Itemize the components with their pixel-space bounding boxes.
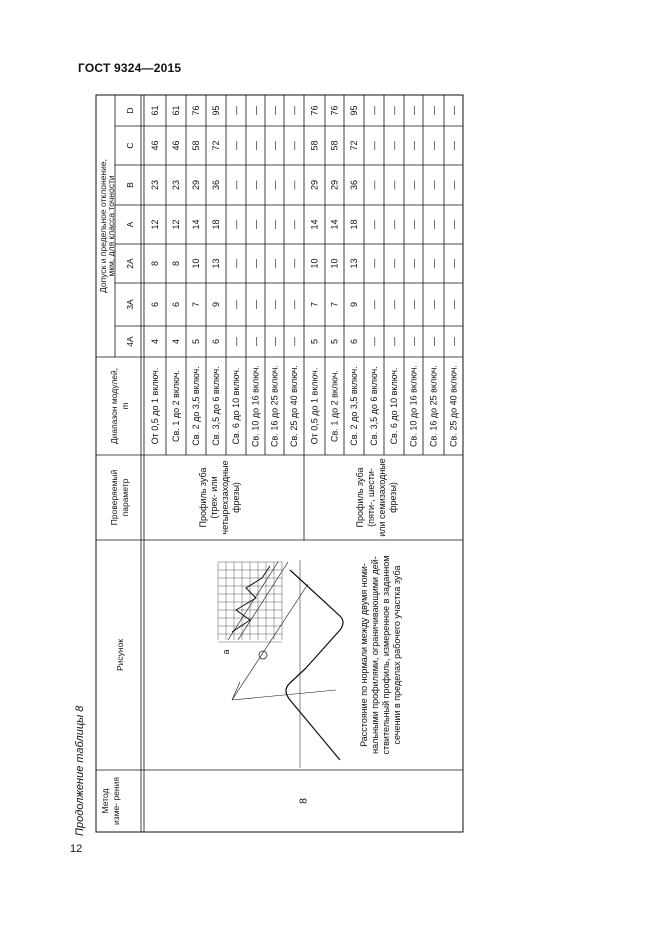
value-cell: 13 — [349, 258, 359, 269]
value-cell: — — [448, 337, 459, 346]
parameter-header: Проверяемый — [109, 469, 119, 526]
value-cell: — — [250, 259, 261, 268]
value-cell: — — [369, 141, 379, 150]
value-cell: 6 — [171, 301, 181, 308]
value-cell: 5 — [191, 338, 201, 345]
value-cell: — — [389, 259, 399, 268]
page-number: 12 — [70, 843, 83, 855]
value-cell: 61 — [150, 105, 160, 116]
parameter-group-1: Профиль зуба — [198, 467, 208, 528]
value-cell: 36 — [211, 179, 221, 191]
value-cell: 18 — [349, 219, 359, 230]
value-cell: — — [369, 300, 379, 309]
value-cell: — — [389, 220, 399, 229]
parameter-group-2: или семизаходные — [377, 458, 387, 537]
value-cell: 29 — [309, 179, 320, 191]
value-cell: 14 — [309, 219, 320, 230]
value-cell: — — [269, 180, 280, 190]
value-cell: 14 — [191, 219, 201, 230]
value-cell: — — [250, 300, 261, 309]
range-cell: От 0,5 до 1 включ. — [309, 367, 320, 445]
value-cell: — — [231, 337, 241, 346]
value-cell: 10 — [329, 258, 340, 269]
value-cell: — — [231, 141, 241, 150]
parameter-group-2: фрезы) — [388, 482, 398, 513]
value-cell: 6 — [349, 338, 359, 345]
range-cell: Св. 1 до 2 включ. — [171, 370, 181, 442]
value-cell: — — [231, 300, 241, 309]
class-header: 3А — [125, 299, 135, 310]
value-cell: — — [408, 106, 419, 115]
value-cell: — — [448, 180, 459, 190]
modules-header: Диапазон модулей, — [109, 367, 119, 445]
value-cell: — — [269, 259, 280, 268]
value-cell: 9 — [211, 301, 221, 308]
value-cell: — — [269, 106, 280, 115]
range-cell: От 0,5 до 1 включ. — [150, 367, 160, 445]
dimension-line — [232, 682, 336, 700]
value-cell: — — [369, 106, 379, 115]
value-cell: — — [389, 337, 399, 346]
figure-description: ствительный профиль, измеренное в заданном — [381, 555, 391, 755]
value-cell: — — [369, 259, 379, 268]
class-header: 4А — [125, 336, 135, 347]
value-cell: — — [428, 106, 439, 115]
value-cell: — — [231, 106, 241, 115]
figure-description: Расстояние по нормали между двумя номи- — [359, 563, 369, 747]
parameter-group-2: Профиль зуба — [355, 467, 365, 528]
table-frame — [96, 95, 463, 832]
range-cell: Св. 1 до 2 включ. — [329, 370, 340, 442]
value-cell: 23 — [171, 179, 181, 191]
class-header: А — [125, 221, 135, 228]
value-cell: 5 — [329, 338, 340, 345]
value-cell: 8 — [150, 260, 160, 267]
range-cell: Св. 25 до 40 включ. — [448, 365, 459, 447]
method-header: Метод — [100, 788, 110, 814]
value-cell: — — [269, 337, 280, 346]
value-cell: 12 — [171, 219, 181, 230]
value-cell: 58 — [309, 140, 320, 151]
value-cell: — — [289, 106, 299, 115]
value-cell: — — [289, 220, 299, 229]
value-cell: — — [428, 220, 439, 229]
value-cell: — — [389, 180, 399, 190]
value-cell: — — [448, 141, 459, 150]
value-cell: — — [428, 180, 439, 190]
dimension-label-a: а — [221, 649, 231, 655]
value-cell: — — [289, 180, 299, 190]
value-cell: — — [448, 259, 459, 268]
value-cell: 23 — [150, 179, 160, 191]
range-cell: Св. 6 до 10 включ. — [231, 367, 241, 445]
value-cell: 46 — [171, 140, 181, 151]
value-cell: 7 — [329, 301, 340, 308]
value-cell: — — [369, 180, 379, 190]
value-cell: — — [269, 141, 280, 150]
value-cell: 46 — [150, 140, 160, 151]
value-cell: — — [369, 337, 379, 346]
value-cell: 61 — [171, 105, 181, 116]
value-cell: — — [448, 300, 459, 309]
parameter-group-2: (пяти-, шести- — [366, 468, 376, 527]
class-header: 2А — [125, 258, 135, 269]
parameter-group-1: четырехзаходные — [220, 460, 230, 535]
tolerance-header: Допуск и предельное отклонение, — [98, 159, 108, 293]
value-cell: — — [448, 220, 459, 229]
value-cell: 10 — [191, 258, 201, 269]
value-cell: 7 — [309, 301, 320, 308]
value-cell: — — [231, 259, 241, 268]
value-cell: 5 — [309, 338, 320, 345]
value-cell: — — [408, 220, 419, 229]
value-cell: 13 — [211, 258, 221, 269]
value-cell: 76 — [309, 105, 320, 116]
value-cell: — — [250, 106, 261, 115]
value-cell: — — [269, 300, 280, 309]
value-cell: — — [448, 106, 459, 115]
figure-description: сечении в пределах рабочего участка зуба — [392, 565, 402, 745]
value-cell: 6 — [211, 338, 221, 345]
value-cell: 36 — [349, 179, 359, 191]
value-cell: — — [250, 141, 261, 150]
value-cell: — — [250, 180, 261, 190]
value-cell: — — [250, 337, 261, 346]
value-cell: — — [408, 141, 419, 150]
figure-description: нальными профилями, ограничивающими дей- — [370, 556, 380, 754]
range-cell: Св. 2 до 3,5 включ. — [191, 366, 201, 446]
value-cell: — — [408, 337, 419, 346]
value-cell: 4 — [150, 338, 160, 345]
value-cell: 95 — [349, 105, 359, 116]
value-cell: — — [250, 220, 261, 229]
value-cell: 14 — [329, 219, 340, 230]
range-cell: Св. 25 до 40 включ. — [289, 365, 299, 447]
figure-header: Рисунок — [115, 638, 125, 672]
value-cell: — — [428, 259, 439, 268]
range-cell: Св. 3,5 до 6 включ. — [369, 366, 379, 446]
value-cell: — — [408, 180, 419, 190]
class-header: В — [125, 182, 135, 188]
range-cell: Св. 10 до 16 включ. — [408, 365, 419, 447]
document-header: ГОСТ 9324—2015 — [78, 61, 182, 75]
value-cell: 58 — [191, 140, 201, 151]
value-cell: — — [428, 141, 439, 150]
value-cell: 76 — [329, 105, 340, 116]
range-cell: Св. 3,5 до 6 включ. — [211, 366, 221, 446]
value-cell: 10 — [309, 258, 320, 269]
value-cell: 72 — [211, 140, 221, 151]
value-cell: 6 — [150, 301, 160, 308]
value-cell: 18 — [211, 219, 221, 230]
value-cell: — — [231, 220, 241, 229]
value-cell: — — [289, 259, 299, 268]
value-cell: — — [269, 220, 280, 229]
range-cell: Св. 6 до 10 включ. — [389, 367, 399, 445]
range-cell: Св. 2 до 3,5 включ. — [349, 366, 359, 446]
value-cell: 76 — [191, 105, 201, 116]
modules-header: m — [120, 402, 130, 410]
method-header: изме- рения — [111, 777, 121, 825]
class-header: С — [125, 142, 135, 149]
value-cell: 4 — [171, 338, 181, 345]
parameter-group-1: (трех- или — [209, 476, 219, 519]
value-cell: — — [289, 337, 299, 346]
parameter-group-1: фрезы) — [231, 482, 241, 513]
value-cell: 8 — [171, 260, 181, 267]
range-cell: Св. 16 до 25 включ. — [269, 365, 280, 447]
method-value: 8 — [297, 798, 310, 804]
value-cell: — — [369, 220, 379, 229]
value-cell: — — [408, 300, 419, 309]
tooth-outline — [286, 570, 343, 760]
value-cell: 95 — [211, 105, 221, 116]
value-cell: 29 — [191, 179, 201, 191]
value-cell: 9 — [349, 301, 359, 308]
range-cell: Св. 16 до 25 включ. — [428, 365, 439, 447]
deviation-grid — [218, 562, 288, 655]
value-cell: — — [389, 300, 399, 309]
tolerance-header: мкм, для класса точности — [106, 175, 116, 277]
value-cell: 12 — [150, 219, 160, 230]
value-cell: — — [428, 300, 439, 309]
value-cell: 29 — [329, 179, 340, 191]
range-cell: Св. 10 до 16 включ. — [250, 365, 261, 447]
class-header: D — [125, 107, 135, 114]
value-cell: — — [389, 106, 399, 115]
value-cell: — — [389, 141, 399, 150]
parameter-header: параметр — [120, 478, 130, 517]
value-cell: 72 — [349, 140, 359, 151]
value-cell: 7 — [191, 301, 201, 308]
value-cell: — — [408, 259, 419, 268]
value-cell: — — [428, 337, 439, 346]
value-cell: — — [289, 300, 299, 309]
value-cell: — — [289, 141, 299, 150]
value-cell: 58 — [329, 140, 340, 151]
table-caption: Продолжение таблицы 8 — [74, 705, 86, 836]
value-cell: — — [231, 180, 241, 190]
